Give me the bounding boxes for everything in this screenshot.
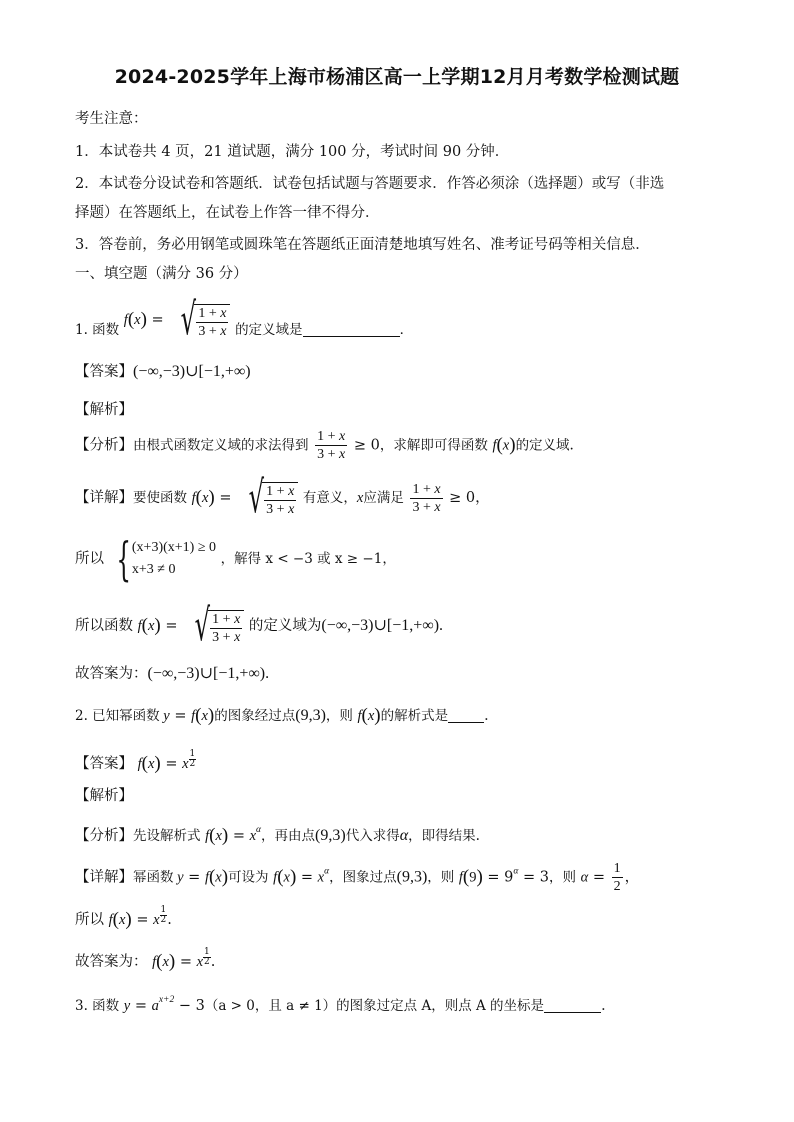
- q1-answer-value: (−∞,−3)∪[−1,+∞): [133, 363, 251, 380]
- q1-fenxi: 【分析】由根式函数定义域的求法得到 $\frac{1 + x}{3 + x}$ ≥ 0，求解即可得函数 f(x)的定义域.: [75, 429, 574, 462]
- q1-line: 1. 函数 f(x) = √ $\frac{1 + x}{3 + x}$ 的定义域是 ．: [75, 294, 414, 345]
- q1-final: 故答案为：(−∞,−3)∪[−1,+∞).: [75, 665, 270, 682]
- q1-detail: 【详解】要使函数 f(x) = √ $\frac{1 + x}{3 + x}$ 有意义，x应满足 $\frac{1 + x}{3 + x}$ ≥ 0，: [75, 472, 490, 523]
- q2-line: 2. 已知幂函数 y = f(x)的图象经过点(9,3)，则 f(x)的解析式是 ．: [75, 705, 499, 726]
- q1-suffix: 的定义域是: [235, 322, 303, 338]
- q2-analysis-label: 【解析】: [75, 788, 133, 804]
- q2-fenxi: 【分析】先设解析式 $f(x) = x^\alpha$，再由点(9,3)代入求得α，即得结果.: [75, 825, 480, 846]
- q3-line: 3. 函数 $y = a^{x+2} - 3(a > 0$，且 a ≠ 1）的图象过定点 A，则点 A 的坐标是 ．: [75, 995, 616, 1014]
- q1-answer: [75, 362, 251, 382]
- page-title: 2024-2025学年上海市杨浦区高一上学期12月月考数学检测试题: [114, 66, 680, 88]
- q1-system-line-2: x+3 ≠ 0: [131, 562, 176, 577]
- q1-analysis-label: 【解析】: [75, 402, 133, 418]
- q2-final: 故答案为： f(x) = x $^{\frac{1}{2}}$ .: [75, 947, 216, 972]
- q2-answer: 【答案】 f(x) = x $^{\frac{1}{2}}$: [75, 749, 196, 774]
- q2-answer-blank: [448, 722, 484, 723]
- q1-answer-blank: [303, 336, 400, 337]
- q1-prefix: 1. 函数: [75, 322, 120, 338]
- q3-answer-blank: [544, 1012, 601, 1013]
- q1-system: 所以 { (x+3)(x+1) ≥ 0 x+3 ≠ 0 ，解得 x < −3 或 x ≥ −1，: [75, 532, 396, 586]
- q2-detail: 【详解】幂函数 y = f(x)可设为 $f(x) = x^\alpha$，图象过点(9,3)，则 $f(9) = 9^\alpha = 3$，则 α = $\frac{1}{2}$ ，: [75, 861, 640, 894]
- answer-label: 【答案】: [75, 364, 133, 380]
- notice-heading: 考生注意：: [75, 111, 148, 127]
- notice-item-2a: 2．本试卷分设试卷和答题纸．试卷包括试题与答题要求．作答必须涂（选择题）或写（非选: [75, 176, 665, 192]
- notice-item-3: 3．答卷前，务必用钢笔或圆珠笔在答题纸正面清楚地填写姓名、准考证号码等相关信息．: [75, 237, 650, 253]
- q2-conclusion: 所以 f(x) = x $^{\frac{1}{2}}$ .: [75, 905, 172, 930]
- q1-func-label: f: [123, 312, 128, 328]
- notice-item-1: 1．本试卷共 4 页，21 道试题，满分 100 分，考试时间 90 分钟．: [75, 144, 510, 160]
- q1-domain: 所以函数 f(x) = √ $\frac{1 + x}{3 + x}$ 的定义域为(−∞,−3)∪[−1,+∞).: [75, 600, 444, 651]
- section-heading: 一、填空题（满分 36 分）: [75, 266, 248, 282]
- notice-item-2b: 择题）在答题纸上，在试卷上作答一律不得分．: [75, 205, 380, 221]
- q1-sqrt: √ $\frac{1 + x}{3 + x}$: [168, 300, 230, 340]
- q1-system-line-1: (x+3)(x+1) ≥ 0: [131, 540, 217, 555]
